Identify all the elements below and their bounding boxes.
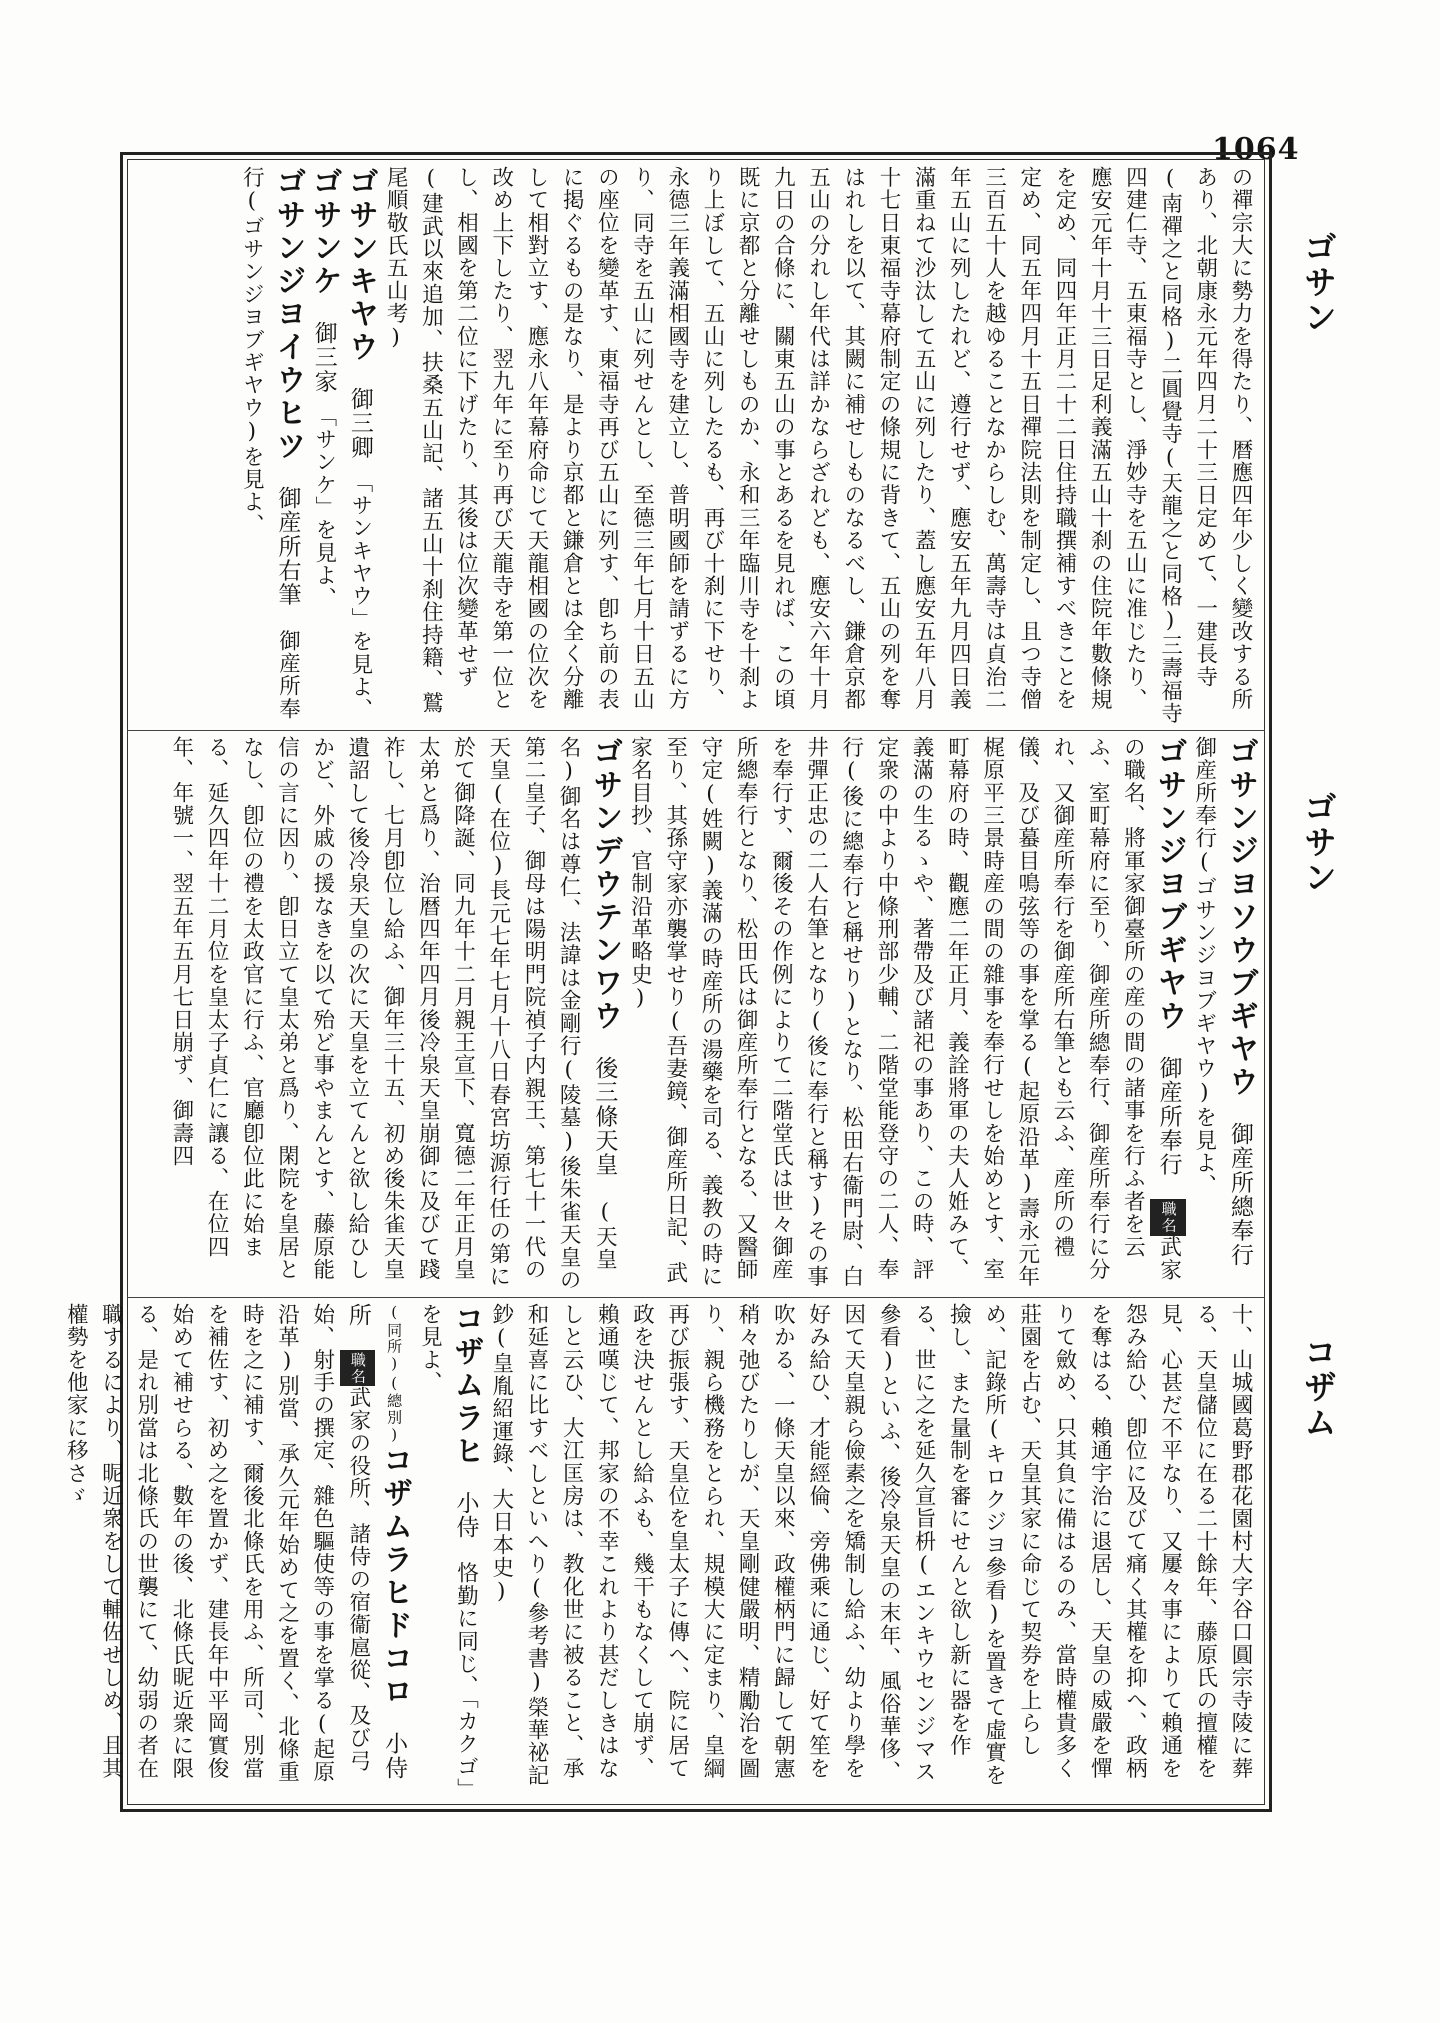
entry-gloss: 後三條天皇 <box>591 1055 618 1177</box>
section-top <box>134 166 1258 726</box>
entry-gosanjou-tennou <box>164 736 623 1292</box>
entry-gloss: 御産所右筆 <box>274 485 301 607</box>
entry-headword: ゴサンデウテンワウ <box>587 736 623 1033</box>
section-middle <box>134 736 1258 1292</box>
entry-body: (天皇名)御名は尊仁、法諱は金剛行(陵墓)後朱雀天皇の第二皇子、御母は陽明門院禎子内親王、第七十一代の天皇(在位)長元七年七月十八日春宮坊源行任の第に於て御降誕、同九年十二月親王宣下、寬德二年正月皇太弟と爲り、治暦四年四月後冷泉天皇崩御に及びて踐祚し、七月卽位し給ふ、御年三十五、初め後朱雀天皇遺詔して後冷泉天皇の次に天皇を立てんと欲し給ひしかど、外戚の援なきを以て殆ど事やまんとす、藤原能信の言に因り、卽日立て皇太弟と爲り、閑院を皇居となし、卽位の禮を太政官に行ふ、官廳卽位此に始まる、延久四年十二月位を皇太子貞仁に讓る、在位四年、年號一、翌五年五月七日崩ず、御壽四 <box>168 736 618 1292</box>
entry-body: 武家の役所、諸侍の宿衞扈從、及び弓始、射手の撰定、雜色驅使等の事を掌る(起原沿革)別當、承久元年始めて之を置く、北條重時を之に補す、爾後北條氏を用ふ、所司、別當を補佐す、初め之を置かず、建長年中平岡實俊始めて補せらる、數年の後、北條氏昵近衆に限る、是れ別當は北條氏の世襲にて、幼弱の者在職するにより、昵近衆をして輔佐せしめ、且其權勢を他家に移さゞ <box>63 1303 371 1784</box>
section-bottom <box>63 1303 1258 1799</box>
section-middle-text <box>134 736 1258 1292</box>
section-divider-2 <box>127 1297 1265 1298</box>
entry-ref: 「サンキヤウ」を見よ、 <box>347 482 373 721</box>
entry-gosanjo-soubugyou <box>1187 736 1258 1292</box>
section-top-text <box>134 166 1258 726</box>
running-head-2: ゴサン <box>1299 790 1338 895</box>
gosanjou-continuation-text: 十、山城國葛野郡花園村大字谷口圓宗寺陵に葬る、天皇儲位に在る二十餘年、藤原氏の擅權を見、心甚だ不平なり、又屢々事によりて賴通を怨み給ひ、卽位に及びて痛く其權を抑へ、政柄を奪はる、賴通宇治に退居し、天皇の威嚴を憚りて斂め、只其負に備はるのみ、當時權貴多く莊園を占む、天皇其家に命じて契券を上らしめ、記錄所(キロクジヨ參看)を置きて虛實を撿し、また量制を審にせんと欲し新に器を作る、世に之を延久宣旨枡(エンキウセンジマス參看)といふ、後冷泉天皇の末年、風俗華侈、因て天皇親ら儉素之を矯制し給ふ、幼より學を好み給ひ、才能經倫、旁佛乘に通じ、好て笙を吹かる、一條天皇以來、政權柄門に歸して朝憲稍々弛びたりしが、天皇剛健嚴明、精勵治を圖り、親ら機務をとられ、規模大に定まり、皇綱再び振張す、天皇位を皇太子に傳へ、院に居て政を決せんとし給ふも、幾干もなくして崩ず、賴通嘆じて、邦家の不幸これより甚だしきはなしと云ひ、大江匡房は、教化世に被ること、承和延喜に比すべしといへり(參考書)榮華祕記鈔(皇胤紹運錄、大日本史) <box>488 1303 1253 1787</box>
entry-gloss: 御産所總奉行 <box>1227 1121 1253 1267</box>
entry-gloss: 御三卿 <box>346 386 373 460</box>
entry-body: 御産所奉行(ゴサンジヨブギヤウ)を見よ、 <box>1191 736 1217 1197</box>
entry-headword: ゴサンジヨイウヒツ <box>270 166 306 463</box>
page-number: 1064 <box>1212 132 1300 167</box>
entry-kozamurahi <box>412 1303 483 1799</box>
running-head-3: コザム <box>1299 1335 1338 1440</box>
entry-headword: ゴサンジヨソウブギヤウ <box>1223 736 1258 1099</box>
entry-gosankyou <box>342 166 378 726</box>
entry-annotation: (同所)(總別) <box>385 1303 404 1445</box>
entry-ref: 御産所奉行(ゴサンジヨブギヤウ)を見よ、 <box>239 166 301 721</box>
section-bottom-text <box>63 1303 1258 1799</box>
entry-gosanjoyuhitsu <box>234 166 305 726</box>
entry-gosanjo-bugyou <box>622 736 1186 1292</box>
entry-headword: コザムラヒ <box>448 1303 484 1468</box>
running-head-1: ゴサン <box>1299 230 1338 335</box>
section-divider-1 <box>127 730 1265 731</box>
entry-gloss: 小侍所 <box>344 1303 408 1780</box>
entry-category-tag: 職名 <box>340 1350 375 1386</box>
entry-kozamurahidokoro <box>58 1303 412 1799</box>
entry-category-tag: 職名 <box>1150 1199 1185 1235</box>
entry-body: 武家の職名、將軍家御臺所の産の間の諸事を行ふ者を云ふ、室町幕府に至り、御産所總奉行、御産所奉行に分れ、又御産所奉行を御産所右筆とも云ふ、産所の禮儀、及び蟇目鳴弦等の事を掌る(起原沿革)壽永元年梶原平三景時産の間の雜事を奉行せしを始めとす、室町幕府の時、觀應二年正月、義詮將軍の夫人姙みて、義滿の生るゝや、著帶及び諸祀の事あり、この時、評定衆の中より中條刑部少輔、二階堂能登守の二人、奉行(後に總奉行と稱せり)となり、松田右衞門尉、白井彈正忠の二人右筆となり(後に奉行と稱す)その事を奉行す、爾後その作例によりて二階堂氏は世々御産所總奉行となり、松田氏は御産所奉行となる、又醫師守定(姓闕)義滿の時産所の湯藥を司る、義教の時に至り、其孫守家亦襲掌せり(吾妻鏡、御産所日記、武家名目抄、官制沿革略史) <box>627 736 1182 1288</box>
entry-headword: ゴサンジヨブギヤウ <box>1151 736 1187 1033</box>
entry-headword: コザムラヒドコロ <box>377 1444 413 1709</box>
entry-headword: ゴサンケ <box>306 166 342 298</box>
entry-body: 恪勤に同じ、「カクゴ」を見よ、 <box>417 1303 479 1791</box>
gozan-continuation-text: の禪宗大に勢力を得たり、暦應四年少しく變改する所あり、北朝康永元年四月二十三日定めて、一建長寺(南禪之と同格)二圓覺寺(天龍之と同格)三壽福寺四建仁寺、五東福寺とし、淨妙寺を五山に准じたり、應安元年十月十三日足利義滿五山十刹の住院年數條規を定め、同四年正月二十二日住持職撰補すべきことを定め、同五年四月十五日禪院法則を制定し、且つ寺僧三百五十人を越ゆることなからしむ、萬壽寺は貞治二年五山に列したれど、遵行せず、應安五年九月四日義滿重ねて沙汰して五山に列したり、蓋し應安五年八月十七日東福寺幕府制定の條規に背きて、五山の列を奪はれしを以て、其闕に補せしものなるべし、鎌倉京都五山の分れし年代は詳かならざれども、應安六年十月九日の合條に、關東五山の事とあるを見れば、この頃既に京都と分離せしものか、永和三年臨川寺を十刹より上ぼして、五山に列したるも、再び十刹に下せり、永德三年義滿相國寺を建立し、普明國師を請ずるに方り、同寺を五山に列せんとし、至德三年七月十日五山の座位を變革す、東福寺再び五山に列す、卽ち前の表に掲ぐるもの是なり、是より京都と鎌倉とは全く分離して相對立す、應永八年幕府命じて天龍相國の位次を改め上下したり、翌九年に至り再び天龍寺を第一位とし、相國を第二位に下げたり、其後は位次變革せず(建武以來追加、扶桑五山記、諸五山十刹住持籍、鷲尾順敬氏五山考) <box>383 166 1253 725</box>
entry-gloss: 御産所奉行 <box>1155 1055 1182 1177</box>
entry-gloss: 小侍 <box>452 1490 479 1540</box>
entry-headword: ゴサンキヤウ <box>342 166 378 364</box>
entry-gloss: 御三家 <box>310 320 337 394</box>
entry-gosanke <box>306 166 342 726</box>
entry-ref: 「サンケ」を見よ、 <box>311 416 337 610</box>
